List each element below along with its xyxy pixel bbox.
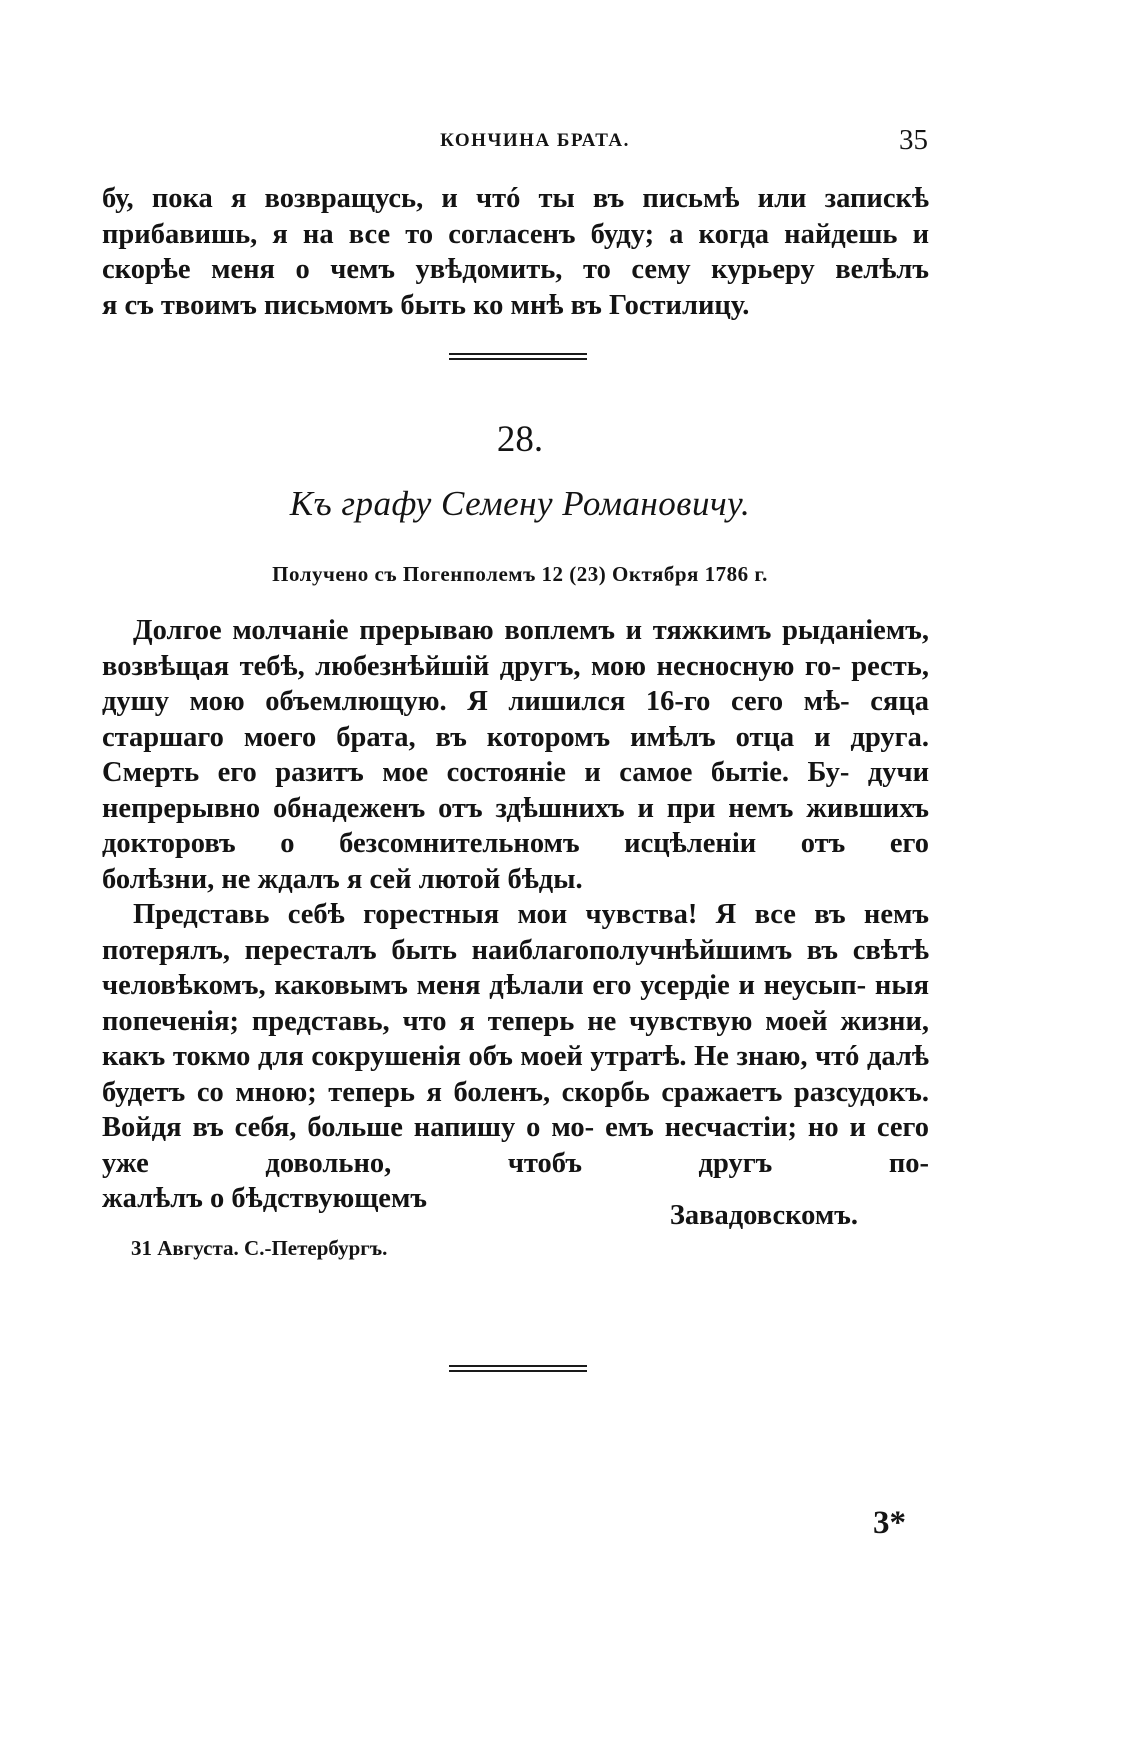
text-line: жалѣлъ о бѣдствующемъ	[102, 1183, 427, 1214]
letter-addressee: Къ графу Семену Романовичу.	[289, 484, 751, 523]
text-line: сяца старшаго моего брата, въ которомъ имѣлъ отца и	[102, 686, 929, 753]
letter-number: 28.	[496, 419, 544, 460]
text-line: человѣкомъ, каковымъ меня дѣлали его усердіе и неусып-	[102, 970, 867, 1001]
letter-date-place: 31 Августа. С.-Петербургъ.	[131, 1236, 388, 1260]
text-line: прибавишь, я на все то согласенъ буду; а когда найдешь	[102, 218, 898, 250]
continuation-paragraph	[102, 181, 929, 288]
text-line: Представь себѣ горестныя мои чувства! Я все въ немъ	[133, 899, 929, 930]
continuation-last-line	[102, 288, 929, 324]
text-line: бу, пока я возвращусь, и чтó ты въ письмѣ или запискѣ	[102, 183, 929, 214]
text-line: знаю, чтó далѣ будетъ со мною; теперь я боленъ, скорбь	[102, 1041, 930, 1108]
text-line: жизни, какъ токмо для сокрушенія объ моей утратѣ. Не	[102, 1005, 929, 1072]
printer-signature-mark: 3*	[873, 1505, 906, 1541]
section-divider	[449, 1365, 587, 1372]
text-line: емъ несчастіи; но и сего уже довольно, чтобъ другъ по-	[102, 1112, 930, 1179]
text-line: сражаетъ разсудокъ. Войдя въ себя, больше напишу о мо-	[102, 1076, 930, 1143]
text-line: ныя попеченія; представь, что я теперь не чувствую моей	[102, 970, 929, 1037]
letter-paragraph-1	[102, 613, 929, 862]
page-number: 35	[899, 124, 928, 156]
text-line: потерялъ, пересталъ быть наиблагополучнѣйшимъ въ свѣтѣ	[102, 934, 929, 966]
running-title: КОНЧИНА БРАТА.	[440, 130, 630, 151]
letter-paragraph-1-last-line	[102, 862, 929, 898]
text-line: дучи непрерывно обнадеженъ отъ здѣшнихъ и при немъ	[102, 757, 930, 824]
letter-body	[102, 613, 929, 1217]
text-line: ресть, душу мою объемлющую. Я лишился 16-го сего мѣ-	[102, 650, 929, 717]
letter-paragraph-2	[102, 897, 929, 1181]
text-line: жившихъ докторовъ о безсомнительномъ исцѣленіи отъ его	[102, 792, 930, 859]
section-divider	[449, 353, 587, 360]
text-line: друга. Смерть его разитъ мое состояніе и самое бытіе. Бу-	[102, 721, 929, 788]
received-note: Получено съ Погенполемъ 12 (23) Октября 1786 г.	[272, 562, 768, 586]
letter-signature: Завадовскомъ.	[669, 1200, 858, 1231]
text-line: возвѣщая тебѣ, любезнѣйшій другъ, мою несносную го-	[102, 650, 841, 682]
text-line: я съ твоимъ письмомъ быть ко мнѣ въ Гостилицу.	[102, 289, 750, 321]
text-line: Долгое молчаніе прерываю воплемъ и тяжкимъ рыданіемъ,	[133, 615, 929, 646]
text-line: болѣзни, не ждалъ я сей лютой бѣды.	[102, 863, 583, 895]
continuation-text	[102, 181, 929, 323]
text-line: и скорѣе меня о чемъ увѣдомить, то сему курьеру велѣлъ	[102, 218, 929, 285]
page-header	[142, 124, 928, 164]
